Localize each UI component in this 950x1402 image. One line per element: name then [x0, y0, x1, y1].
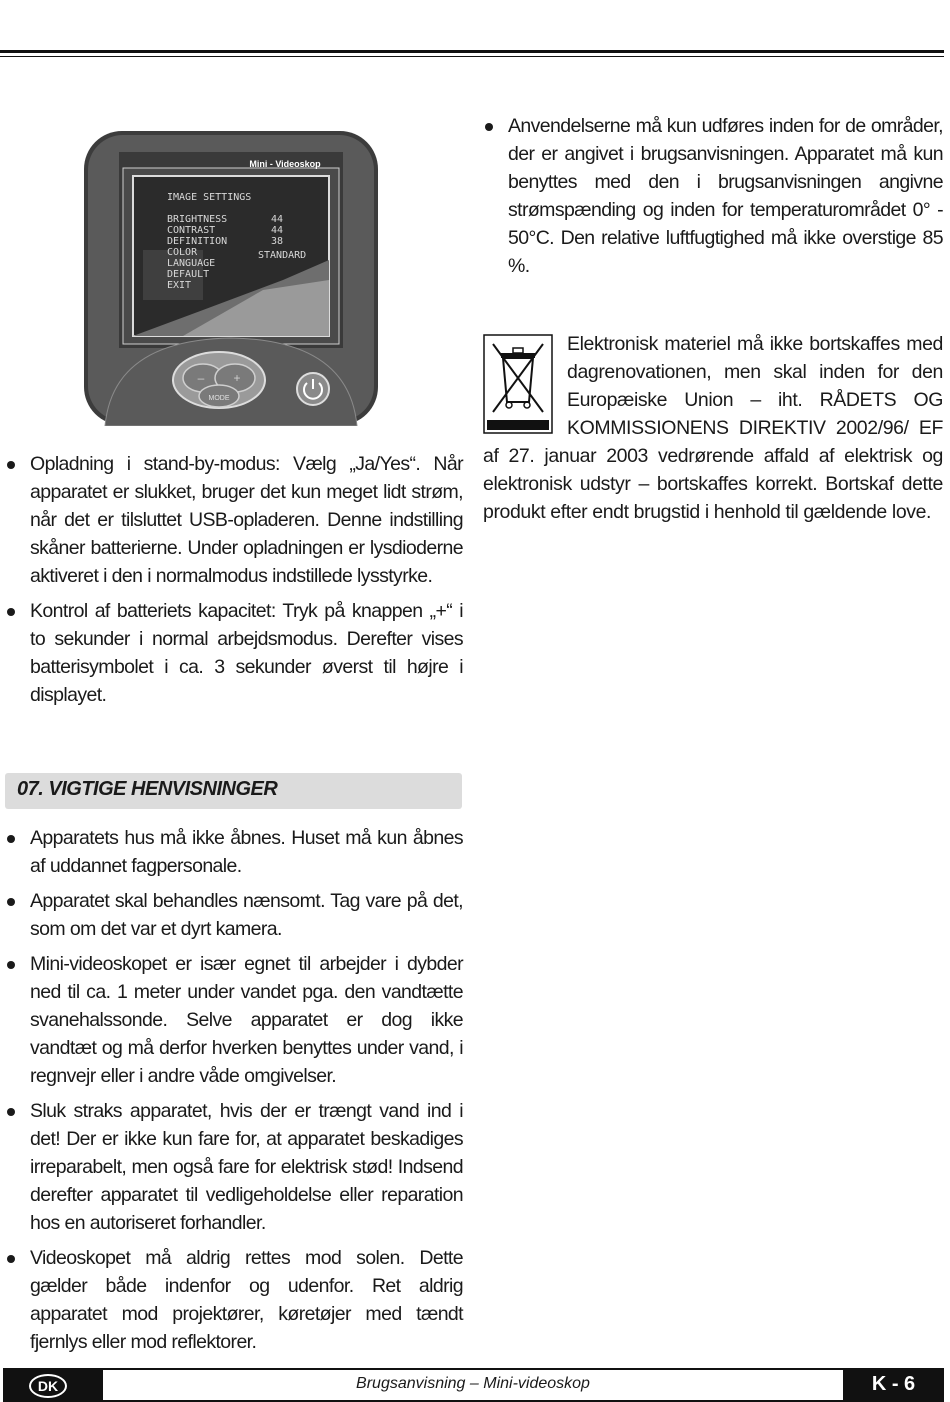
list-item: Videoskopet må aldrig rettes mod solen. Dette gælder både indenfor og udenfor. Ret aldrig apparatet mod projektører, køretøjer med tændt fjernlys eller mod reflektorer. — [5, 1244, 463, 1356]
left-column-bottom — [5, 824, 463, 1363]
list-item: Mini-videoskopet er især egnet til arbejder i dybder ned til ca. 1 meter under vandet pga. den vandtætte svanehalssonde. Selve apparatet er dog ikke vandtæt og må derfor hverken benyttes under vand, i regnvejr eller i andre våde omgivelser. — [5, 950, 463, 1090]
menu-item-value: 38 — [271, 236, 284, 247]
device-label: Mini - Videoskop — [249, 159, 321, 169]
menu-item-value: 44 — [271, 214, 284, 225]
weee-text: Elektronisk materiel må ikke bortskaffes med dagrenovationen, men skal inden for den Europæiske Union – iht. RÅDETS OG KOMMISSIONENS DIREKTIV 2002/96/ EF af 27. januar 2003 vedrørende affald af elektrisk og elektronisk udstyr – bortskaffes korrekt. Bortskaf dette produkt efter endt brugstid i henhold til gældende love. — [483, 333, 943, 523]
plus-button-label: + — [233, 371, 241, 385]
footer-title: Brugsanvisning – Mini-videoskop — [356, 1375, 590, 1392]
list-item: Apparatet skal behandles nænsomt. Tag vare på det, som om det var et dyrt kamera. — [5, 887, 463, 943]
minus-button-label: – — [197, 371, 205, 385]
menu-item-label: BRIGHTNESS — [167, 214, 228, 225]
menu-item-label: DEFAULT — [167, 269, 210, 280]
bullet-list — [5, 450, 463, 709]
menu-item-label: CONTRAST — [167, 225, 216, 236]
menu-item-label: DEFINITION — [167, 236, 228, 247]
menu-item-value: STANDARD — [258, 250, 307, 261]
list-item: Apparatets hus må ikke åbnes. Huset må kun åbnes af uddannet fagpersonale. — [5, 824, 463, 880]
list-item: Anvendelserne må kun udføres inden for de områder, der er angivet i brugsanvisningen. Apparatet må kun benyttes med den i brugsanvisningen angivne strømspænding og inden for temperaturområdet 0° - 50°C. Den relative luftfugtighed må ikke overstige 85 %. — [483, 112, 943, 280]
menu-item-value: 44 — [271, 225, 284, 236]
right-column-top — [483, 112, 943, 287]
list-item: Kontrol af batteriets kapacitet: Tryk på knappen „+“ i to sekunder i normal arbejdsmodus. Derefter vises batterisymbolet i ca. 3 sekunder øverst til højre i displayet. — [5, 597, 463, 709]
top-rule-thin — [0, 56, 944, 57]
bullet-list — [5, 824, 463, 1356]
left-column-top — [5, 450, 463, 716]
mini-videoskop-illustration — [83, 130, 379, 426]
page-footer — [0, 1368, 950, 1402]
list-item: Sluk straks apparatet, hvis der er trængt vand ind i det! Der er ikke kun fare for, at apparatet beskadiges irreparabelt, men også fare for elektrisk stød! Indsend derefter apparatet til vedligeholdelse eller reparation hos en autoriseret forhandler. — [5, 1097, 463, 1237]
top-rule — [0, 50, 944, 53]
bullet-list — [483, 112, 943, 280]
section-heading — [5, 773, 462, 809]
page-number: K - 6 — [871, 1373, 916, 1395]
menu-item-label: LANGUAGE — [167, 258, 216, 269]
weee-notice — [483, 330, 943, 526]
menu-item-label: EXIT — [167, 280, 192, 291]
language-badge: DK — [29, 1374, 67, 1398]
list-item: Opladning i stand-by-modus: Vælg „Ja/Yes“. Når apparatet er slukket, bruger det kun meget lidt strøm, når det er tilsluttet USB-opladeren. Denne indstilling skåner batterierne. Under opladningen er lysdioderne aktiveret i den i normalmodus indstillede lysstyrke. — [5, 450, 463, 590]
menu-item-label: COLOR — [167, 247, 198, 258]
crossed-bin-icon — [483, 334, 553, 434]
mode-button-label: MODE — [208, 395, 230, 402]
section-title: 07. VIGTIGE HENVISNINGER — [17, 778, 278, 800]
footer-rule-top — [103, 1368, 843, 1370]
menu-title: IMAGE SETTINGS — [167, 192, 252, 203]
